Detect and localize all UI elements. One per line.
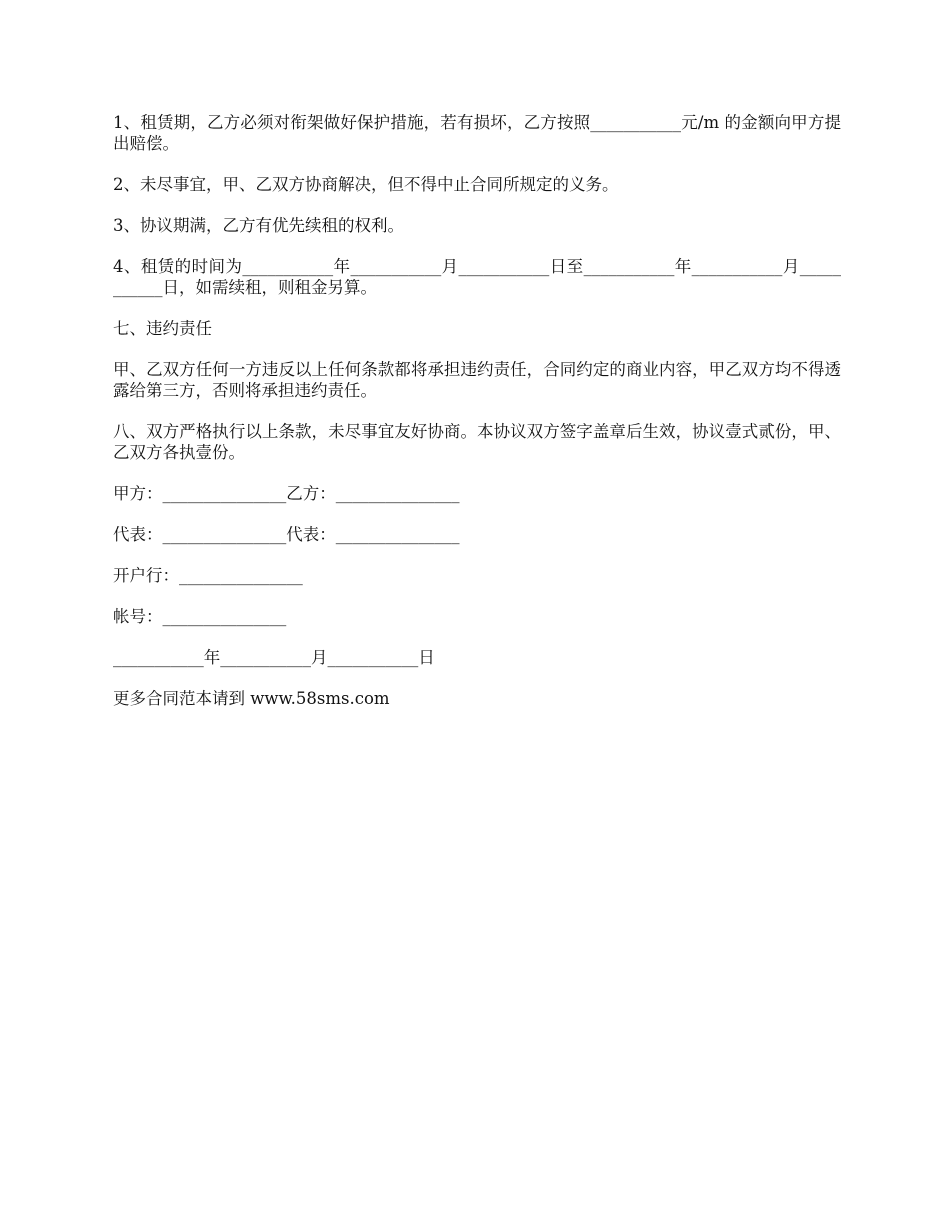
bank-line: 开户行：_______________	[113, 566, 303, 585]
clause-lease-period: 4、租赁的时间为___________年___________月___________日至___________年___________月___________日，如需续租，则租金另算。	[113, 257, 841, 297]
representative-signature-line: 代表：_______________代表：_______________	[113, 525, 460, 544]
clause-execution: 八、双方严格执行以上条款，未尽事宜友好协商。本协议双方签字盖章后生效，协议壹式贰份，甲、乙双方各执壹份。	[113, 422, 841, 462]
account-line: 帐号：_______________	[113, 607, 287, 626]
party-signature-line: 甲方：_______________乙方：_______________	[113, 484, 460, 503]
clause-damage-compensation: 1、租赁期，乙方必须对衔架做好保护措施，若有损坏，乙方按照___________元/m 的金额向甲方提出赔偿。	[113, 113, 841, 153]
clause-breach-liability: 甲、乙双方任何一方违反以上任何条款都将承担违约责任，合同约定的商业内容，甲乙双方均不得透露给第三方，否则将承担违约责任。	[113, 360, 841, 400]
footer-more-link-text: 更多合同范本请到 www.58sms.com	[113, 689, 390, 708]
clause-unresolved-matters: 2、未尽事宜，甲、乙双方协商解决，但不得中止合同所规定的义务。	[113, 175, 619, 194]
clause-renewal-priority: 3、协议期满，乙方有优先续租的权利。	[113, 216, 404, 235]
document-page	[113, 112, 841, 729]
section-heading-breach: 七、违约责任	[113, 319, 212, 338]
date-line: ___________年___________月___________日	[113, 648, 435, 667]
